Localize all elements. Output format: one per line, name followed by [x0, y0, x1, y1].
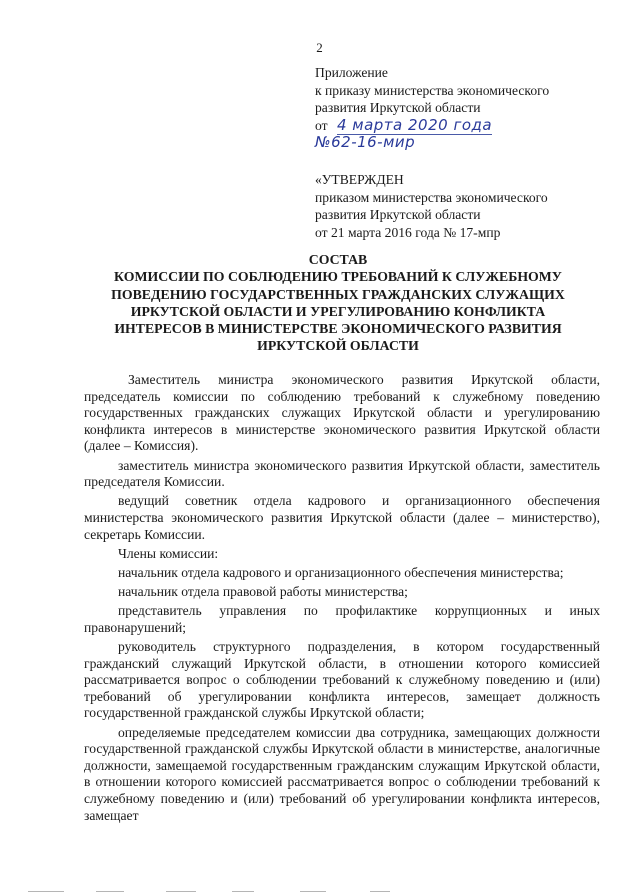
handwritten-number: №62-16-мир	[315, 133, 416, 152]
title-line: ИРКУТСКОЙ ОБЛАСТИ	[257, 338, 419, 354]
title-line: КОМИССИИ ПО СОБЛЮДЕНИЮ ТРЕБОВАНИЙ К СЛУЖЕБНОМУ	[114, 269, 562, 285]
page-number: 2	[316, 40, 323, 55]
date-prefix: от	[315, 117, 328, 133]
paragraph: ведущий советник отдела кадрового и организационного обеспечения министерства экономического развития Иркутской области (далее – министерство), секретарь Комиссии.	[84, 493, 600, 542]
paragraph: представитель управления по профилактике коррупционных и иных правонарушений;	[84, 603, 600, 635]
paragraph: начальник отдела правовой работы министерства;	[118, 584, 408, 600]
approved-line: приказом министерства экономического	[315, 189, 548, 205]
paragraph: заместитель министра экономического развития Иркутской области, заместитель председателя Комиссии.	[84, 457, 600, 490]
paragraph: Члены комиссии:	[118, 545, 219, 561]
approved-line: развития Иркутской области	[315, 207, 481, 223]
scan-edge-marks	[0, 884, 639, 894]
document-title	[88, 251, 588, 355]
title-line: ПОВЕДЕНИЮ ГОСУДАРСТВЕННЫХ ГРАЖДАНСКИХ СЛУЖАЩИХ	[111, 286, 565, 302]
approved-block	[315, 171, 548, 241]
handwritten-date: 4 марта 2020 года	[336, 115, 493, 134]
appendix-line: Приложение	[315, 65, 388, 80]
appendix-block	[315, 64, 549, 152]
paragraph: руководитель структурного подразделения, в котором государственный гражданский служащий Иркутской области, в отношении которого комиссией рассматривается вопрос о соблюдении требований к служебному поведению и (или) требований об урегулировании конфликта интересов, замещает должность государственной гражданской службы Иркутской области;	[84, 639, 600, 721]
paragraph: Заместитель министра экономического развития Иркутской области, председатель комиссии по соблюдению требований к служебному поведению государственных гражданских служащих Иркутской области и урегулированию конфликта интересов в министерстве экономического развития Иркутской области (далее – Комиссия).	[84, 372, 600, 454]
title-line: СОСТАВ	[308, 252, 368, 267]
title-line: ИНТЕРЕСОВ В МИНИСТЕРСТВЕ ЭКОНОМИЧЕСКОГО РАЗВИТИЯ	[114, 321, 562, 337]
commission-members-text	[84, 372, 600, 827]
approved-line: от 21 марта 2016 года № 17-мпр	[315, 224, 501, 240]
appendix-line: к приказу министерства экономического	[315, 82, 550, 98]
paragraph: определяемые председателем комиссии два сотрудника, замещающих должности государственной гражданской службы Иркутской области в министерстве, аналогичные должности, замещаемой государственным гражданским служащим Иркутской области, в отношении которого комиссией рассматривается вопрос о соблюдении требований к служебному поведению и (или) требований об урегулировании конфликта интересов, замещает	[84, 724, 600, 823]
approved-line: «УТВЕРЖДЕН	[315, 172, 404, 187]
paragraph: начальник отдела кадрового и организационного обеспечения министерства;	[118, 564, 564, 580]
appendix-line: развития Иркутской области	[315, 100, 481, 116]
appendix-date-row	[315, 117, 549, 135]
title-line: ИРКУТСКОЙ ОБЛАСТИ И УРЕГУЛИРОВАНИЮ КОНФЛИКТА	[130, 303, 546, 319]
